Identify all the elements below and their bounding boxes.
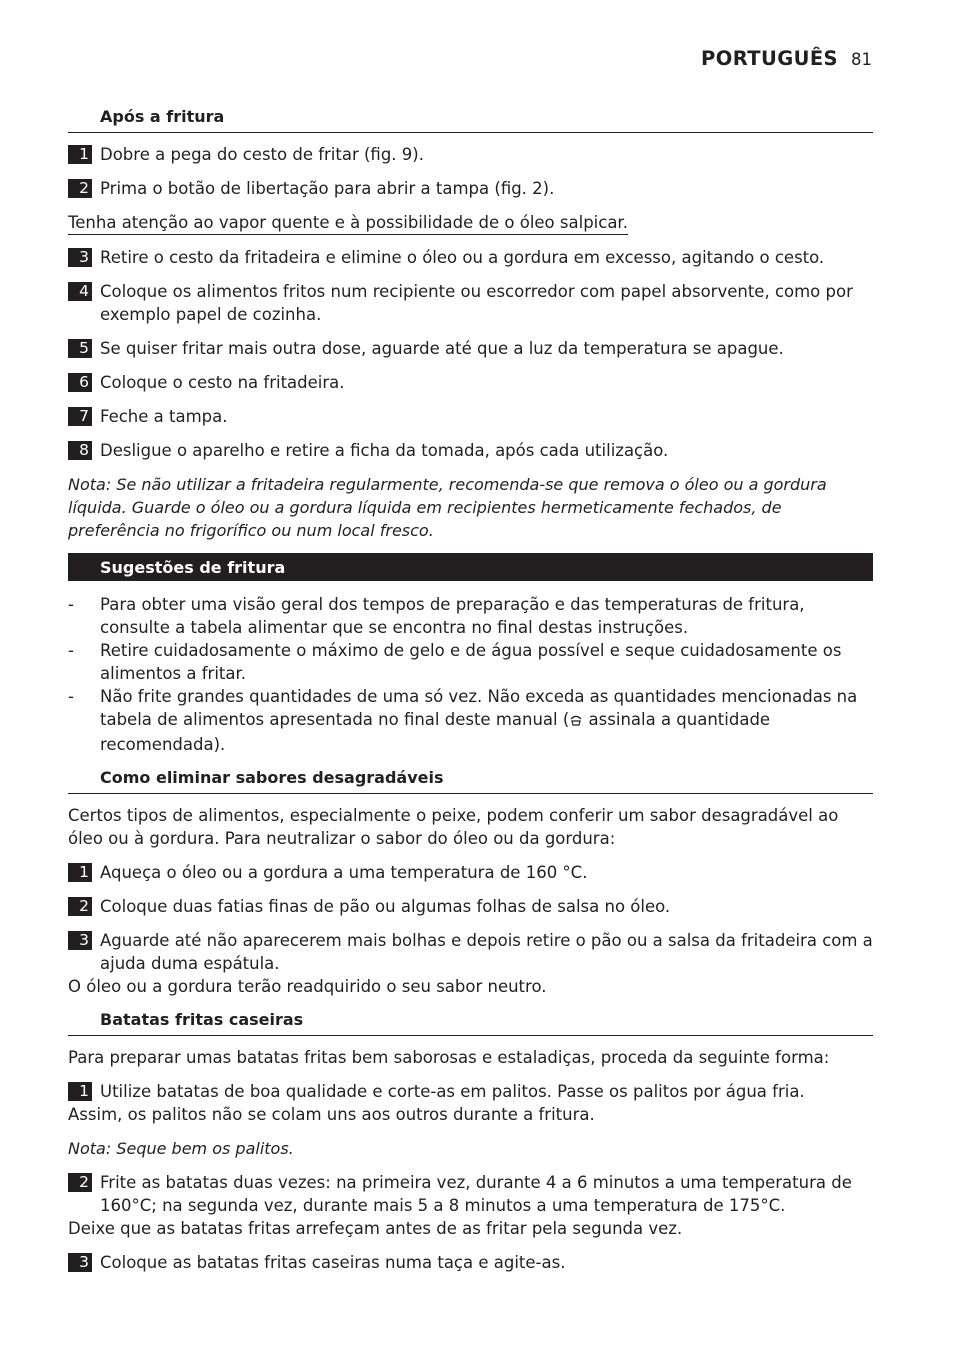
intro-paragraph: Certos tipos de alimentos, especialmente o peixe, podem conferir um sabor desagradável ao óleo ou à gordura. Para neutralizar o sabor do óleo ou da gordura: <box>68 806 839 848</box>
step-text: Coloque duas fatias finas de pão ou algumas folhas de salsa no óleo. <box>100 897 671 916</box>
page-number: 81 <box>851 50 872 69</box>
step-number: 3 <box>68 931 92 950</box>
step-number: 6 <box>68 373 92 392</box>
step-number: 8 <box>68 441 92 460</box>
step-text: Aqueça o óleo ou a gordura a uma temperatura de 160 °C. <box>100 863 588 882</box>
step-item <box>68 861 873 884</box>
step-followup-text: Deixe que as batatas fritas arrefeçam antes de as fritar pela segunda vez. <box>68 1219 683 1238</box>
step-item <box>68 439 873 462</box>
page-content <box>68 106 873 1285</box>
step-item <box>68 1251 873 1274</box>
page-header <box>701 47 872 75</box>
step-item <box>68 929 873 975</box>
step-text: Coloque os alimentos fritos num recipiente ou escorredor com papel absorvente, como por exemplo papel de cozinha. <box>100 282 853 324</box>
step-text: Dobre a pega do cesto de fritar (fig. 9). <box>100 145 424 164</box>
recommended-quantity-icon <box>569 710 583 733</box>
step-text: Desligue o aparelho e retire a ficha da tomada, após cada utilização. <box>100 441 669 460</box>
section-heading-homemade-fries: Batatas fritas caseiras <box>68 1009 873 1036</box>
step-number: 3 <box>68 248 92 267</box>
list-item <box>68 685 873 756</box>
step-number: 2 <box>68 179 92 198</box>
step-item <box>68 895 873 918</box>
step-item <box>68 405 873 428</box>
list-dash: - <box>68 641 74 660</box>
step-item <box>68 371 873 394</box>
step-item <box>68 246 873 269</box>
section-heading-after-frying: Após a fritura <box>68 106 873 133</box>
section-heading-frying-tips: Sugestões de fritura <box>68 553 873 581</box>
step-text: Se quiser fritar mais outra dose, aguarde até que a luz da temperatura se apague. <box>100 339 784 358</box>
step-item <box>68 337 873 360</box>
result-text: O óleo ou a gordura terão readquirido o seu sabor neutro. <box>68 977 547 996</box>
warning-text: Tenha atenção ao vapor quente e à possibilidade de o óleo salpicar. <box>68 211 628 235</box>
step-number: 1 <box>68 145 92 164</box>
note-text: Nota: Se não utilizar a fritadeira regularmente, recomenda-se que remova o óleo ou a gordura líquida. Guarde o óleo ou a gordura líquida em recipientes hermeticamente fechados, de preferência no frigorífico ou num local fresco. <box>68 475 827 540</box>
list-dash: - <box>68 595 74 614</box>
step-text: Retire o cesto da fritadeira e elimine o óleo ou a gordura em excesso, agitando o cesto. <box>100 248 825 267</box>
language-heading: PORTUGUÊS <box>701 47 838 70</box>
step-text: Frite as batatas duas vezes: na primeira vez, durante 4 a 6 minutos a uma temperatura de 160°C; na segunda vez, durante mais 5 a 8 minutos a uma temperatura de 175°C. <box>100 1173 852 1215</box>
step-text: Aguarde até não aparecerem mais bolhas e depois retire o pão ou a salsa da fritadeira com a ajuda duma espátula. <box>100 931 873 973</box>
step-text: Prima o botão de libertação para abrir a tampa (fig. 2). <box>100 179 555 198</box>
section-heading-remove-bad-taste: Como eliminar sabores desagradáveis <box>68 767 873 794</box>
step-text: Feche a tampa. <box>100 407 228 426</box>
step-item <box>68 1080 873 1103</box>
list-item-text: Não frite grandes quantidades de uma só vez. Não exceda as quantidades mencionadas na tabela de alimentos apresentada no final deste manual ( assinala a quantidade recomendada). <box>100 687 858 754</box>
step-item <box>68 280 873 326</box>
step-item <box>68 177 873 200</box>
step-number: 5 <box>68 339 92 358</box>
list-dash: - <box>68 687 74 706</box>
list-item-text: Retire cuidadosamente o máximo de gelo e de água possível e seque cuidadosamente os alimentos a fritar. <box>100 641 842 683</box>
step-number: 2 <box>68 897 92 916</box>
intro-paragraph: Para preparar umas batatas fritas bem saborosas e estaladiças, proceda da seguinte forma: <box>68 1048 830 1067</box>
step-text: Coloque o cesto na fritadeira. <box>100 373 345 392</box>
tips-list <box>68 593 873 756</box>
step-number: 3 <box>68 1253 92 1272</box>
step-item <box>68 1171 873 1217</box>
list-item <box>68 593 873 639</box>
note-text: Nota: Seque bem os palitos. <box>68 1139 294 1158</box>
step-text: Utilize batatas de boa qualidade e corte-as em palitos. Passe os palitos por água fria. <box>100 1082 805 1101</box>
step-text: Coloque as batatas fritas caseiras numa taça e agite-as. <box>100 1253 566 1272</box>
step-number: 2 <box>68 1173 92 1192</box>
step-number: 4 <box>68 282 92 301</box>
step-number: 1 <box>68 1082 92 1101</box>
step-number: 1 <box>68 863 92 882</box>
list-item-text: Para obter uma visão geral dos tempos de preparação e das temperaturas de fritura, consulte a tabela alimentar que se encontra no final destas instruções. <box>100 595 805 637</box>
step-number: 7 <box>68 407 92 426</box>
list-item <box>68 639 873 685</box>
step-item <box>68 143 873 166</box>
step-followup-text: Assim, os palitos não se colam uns aos outros durante a fritura. <box>68 1105 595 1124</box>
